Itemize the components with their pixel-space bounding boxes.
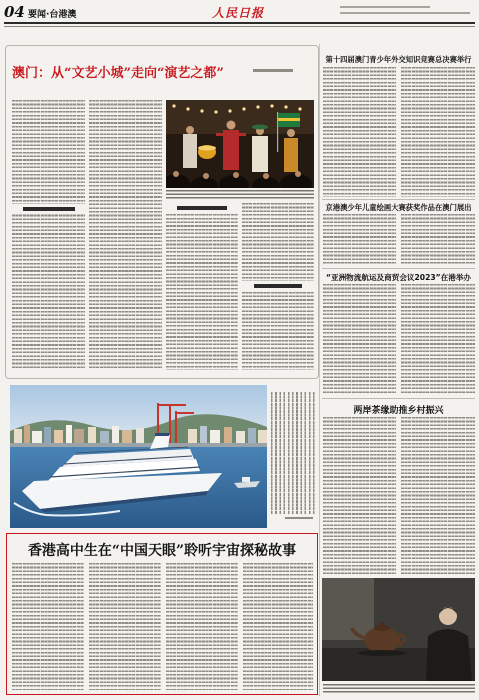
bottom-article-column-2 [89,563,161,690]
lead-article-column-2 [89,100,162,370]
page-number: 04 [4,3,25,21]
right-article-2-column-2 [401,214,475,266]
header-rule [4,22,475,24]
ship-photo-caption [271,392,315,514]
newspaper-logo: 人民日报 [212,6,265,20]
right-article-1-column-1 [323,67,396,197]
right-article-4-column-2 [401,417,475,574]
right-article-2-column-1 [323,214,396,266]
lead-article-headline: 澳门：从“文艺小城”走向“演艺之都” [12,66,224,81]
lead-article-column-3 [166,203,238,370]
lead-article-column-1 [12,100,85,370]
right-article-3-column-1 [323,284,396,394]
right-article-1-column-2 [401,67,475,197]
tea-photo-caption [323,684,475,693]
header-date-line [340,6,430,8]
right-article-4-headline: 两岸茶缘助推乡村振兴 [353,406,444,416]
header-editor-line [340,12,470,14]
right-article-1-headline: 第十四届澳门青少年外交知识竞赛总决赛举行 [325,55,472,64]
header-rule-thin [4,26,475,27]
performance-photo-caption [166,190,314,199]
right-column-separator [322,398,475,399]
right-article-2-headline: 京港澳少年儿童绘画大赛获奖作品在澳门展出 [325,203,472,212]
lead-article-subhead-2 [166,203,238,212]
column-divider [319,44,320,696]
bottom-article-column-1 [12,563,84,690]
ship-photo-credit [285,517,313,519]
bottom-article-column-3 [166,563,238,690]
right-article-3-headline: “亚洲物流航运及商贸会议2023”在港举办 [325,273,472,282]
dock [10,443,267,447]
tea-photo [322,578,475,681]
right-column-separator [322,199,475,200]
cruise-ship-photo [10,385,267,528]
bottom-article-headline: 香港高中生在“中国天眼”聆听宇宙探秘故事 [27,543,297,559]
right-article-3-column-2 [401,284,475,394]
right-column-separator [322,268,475,269]
lead-article-subhead-3 [242,281,314,290]
section-title: 要闻·台港澳 [28,10,77,20]
window-light [322,578,374,640]
bottom-article-column-4 [243,563,313,690]
right-article-4-column-1 [323,417,396,574]
performance-photo [166,100,314,188]
lead-article-subhead-1 [12,204,85,213]
lead-article-byline [253,69,293,72]
